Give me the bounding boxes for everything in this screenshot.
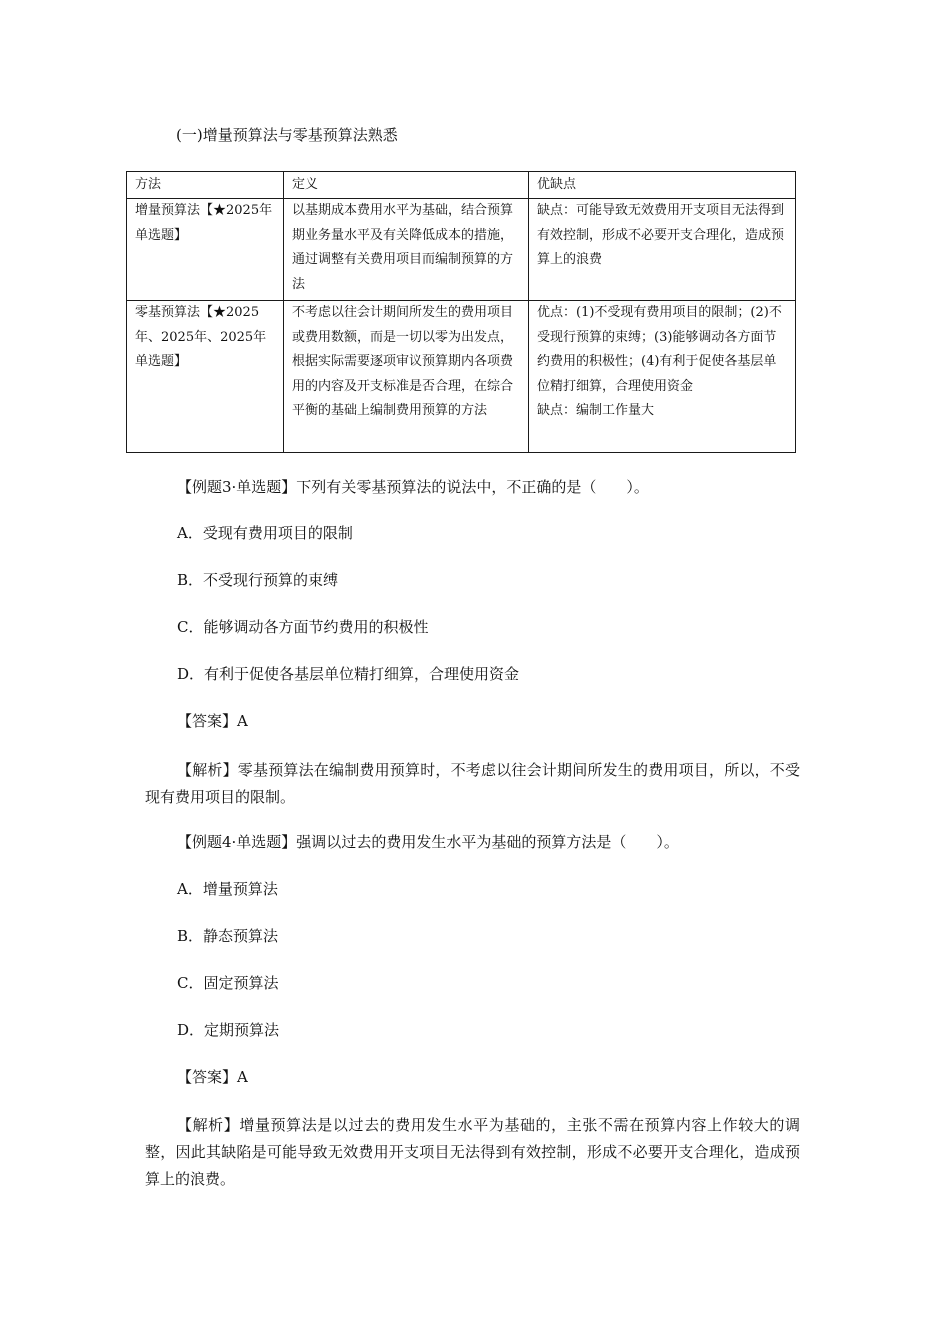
header-pros-cons: 优缺点 <box>529 172 796 199</box>
method-cell: 增量预算法【★2025年单选题】 <box>127 199 284 301</box>
example3-question: 【例题3·单选题】下列有关零基预算法的说法中，不正确的是（ ）。 <box>177 478 649 496</box>
example3-option-d: D．有利于促使各基层单位精打细算，合理使用资金 <box>177 665 520 683</box>
header-method: 方法 <box>127 172 284 199</box>
header-definition: 定义 <box>284 172 529 199</box>
pros-text: 优点：(1)不受现有费用项目的限制；(2)不受现行预算的束缚；(3)能够调动各方面节约费用的积极性；(4)有利于促使各基层单位精打细算，合理使用资金 <box>537 305 782 394</box>
example4-answer: 【答案】A <box>177 1068 248 1086</box>
example3-option-c: C．能够调动各方面节约费用的积极性 <box>177 618 429 636</box>
method-cell: 零基预算法【★2025年、2025年、2025年单选题】 <box>127 301 284 453</box>
section-heading: (一)增量预算法与零基预算法熟悉 <box>176 126 398 144</box>
example3-answer: 【答案】A <box>177 712 248 730</box>
example4-explanation: 【解析】增量预算法是以过去的费用发生水平为基础的，主张不需在预算内容上作较大的调整，因此其缺陷是可能导致无效费用开支项目无法得到有效控制，形成不必要开支合理化，造成预算上的浪费。 <box>145 1116 800 1188</box>
example3-option-a: A．受现有费用项目的限制 <box>177 524 353 542</box>
table-row <box>127 199 796 301</box>
table-row <box>127 301 796 453</box>
example3-option-b: B．不受现行预算的束缚 <box>177 571 339 589</box>
pros-cons-cell <box>529 199 796 301</box>
example4-option-c: C．固定预算法 <box>177 974 279 992</box>
definition-cell: 以基期成本费用水平为基础，结合预算期业务量水平及有关降低成本的措施，通过调整有关费用项目而编制预算的方法 <box>284 199 529 301</box>
example4-option-d: D．定期预算法 <box>177 1021 280 1039</box>
cons-text: 缺点：编制工作量大 <box>537 403 655 418</box>
example4-option-a: A．增量预算法 <box>177 880 278 898</box>
table-header-row <box>127 172 796 199</box>
cons-text: 缺点：可能导致无效费用开支项目无法得到有效控制，形成不必要开支合理化，造成预算上的浪费 <box>537 203 785 267</box>
example3-explanation: 【解析】零基预算法在编制费用预算时，不考虑以往会计期间所发生的费用项目，所以，不受现有费用项目的限制。 <box>145 761 800 806</box>
comparison-table <box>126 171 796 453</box>
example4-question: 【例题4·单选题】强调以过去的费用发生水平为基础的预算方法是（ ）。 <box>177 833 679 851</box>
example4-option-b: B．静态预算法 <box>177 927 279 945</box>
definition-cell: 不考虑以往会计期间所发生的费用项目或费用数额，而是一切以零为出发点，根据实际需要逐项审议预算期内各项费用的内容及开支标准是否合理，在综合平衡的基础上编制费用预算的方法 <box>284 301 529 453</box>
pros-cons-cell <box>529 301 796 453</box>
